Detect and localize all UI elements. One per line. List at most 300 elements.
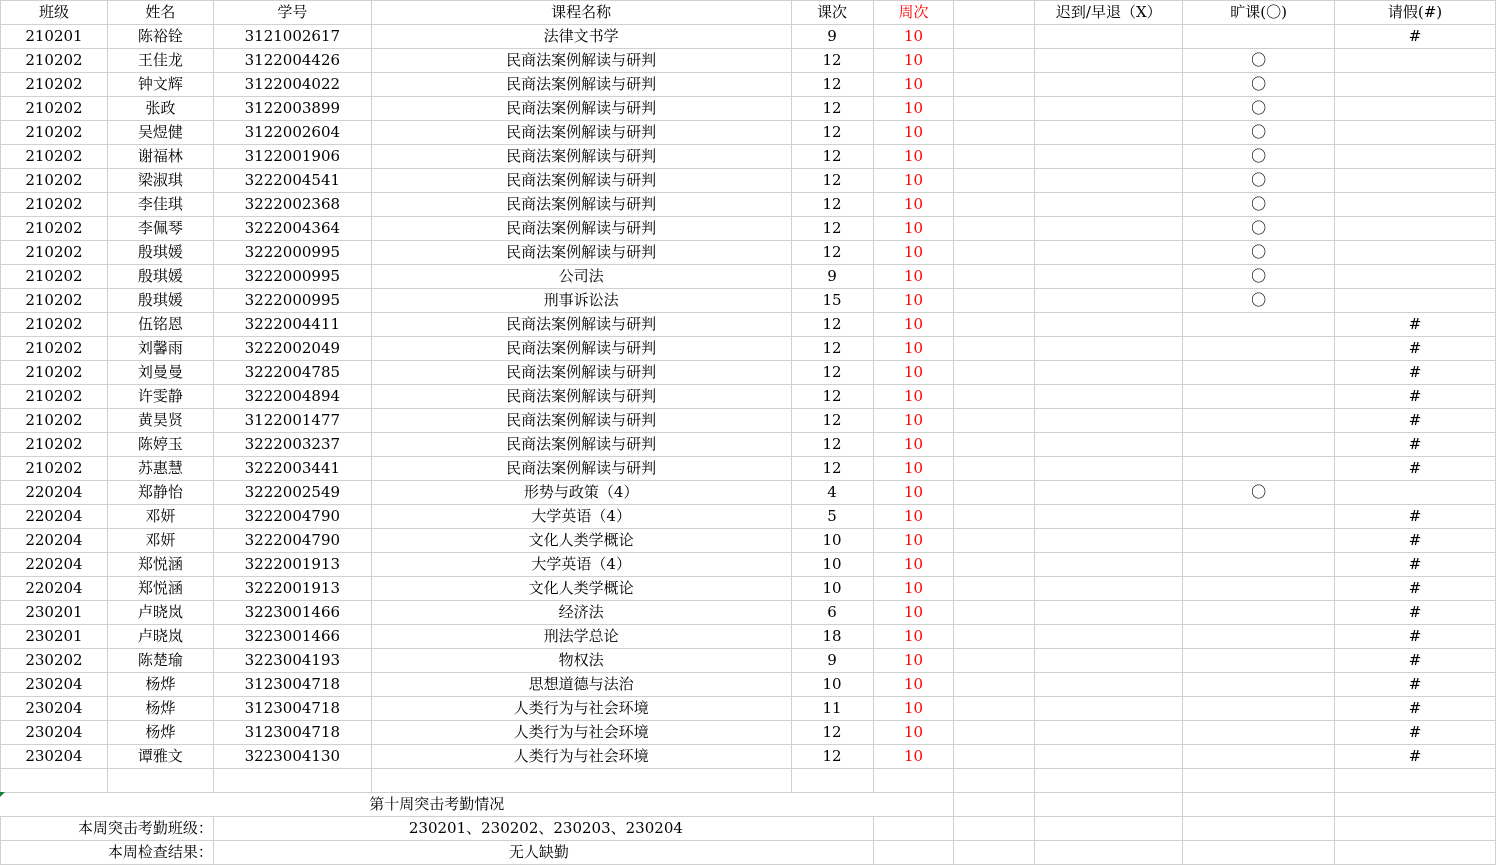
cell-late[interactable]	[1035, 313, 1183, 337]
cell-class[interactable]: 230201	[1, 601, 108, 625]
cell-leave[interactable]: #	[1335, 409, 1496, 433]
cell-session[interactable]: 6	[791, 601, 873, 625]
cell-name[interactable]: 谢福林	[107, 145, 213, 169]
cell-blank[interactable]	[954, 337, 1035, 361]
cell-absent[interactable]: 〇	[1183, 121, 1335, 145]
cell-late[interactable]	[1035, 193, 1183, 217]
cell[interactable]	[1183, 793, 1335, 817]
cell-session[interactable]: 18	[791, 625, 873, 649]
cell-name[interactable]: 杨烨	[107, 721, 213, 745]
cell-student-id[interactable]: 3222004790	[213, 505, 371, 529]
cell-week[interactable]: 10	[873, 529, 954, 553]
cell-leave[interactable]	[1335, 97, 1496, 121]
cell-late[interactable]	[1035, 97, 1183, 121]
cell-class[interactable]: 210202	[1, 385, 108, 409]
cell-week[interactable]: 10	[873, 193, 954, 217]
cell-student-id[interactable]: 3222004411	[213, 313, 371, 337]
cell-leave[interactable]: #	[1335, 697, 1496, 721]
cell-leave[interactable]	[1335, 73, 1496, 97]
cell-session[interactable]: 9	[791, 265, 873, 289]
cell-week[interactable]: 10	[873, 73, 954, 97]
cell-late[interactable]	[1035, 289, 1183, 313]
cell-leave[interactable]: #	[1335, 529, 1496, 553]
cell-student-id[interactable]: 3223001466	[213, 625, 371, 649]
cell-leave[interactable]	[1335, 49, 1496, 73]
cell-leave[interactable]: #	[1335, 25, 1496, 49]
summary-title[interactable]: 第十周突击考勤情况	[1, 793, 874, 817]
cell-late[interactable]	[1035, 673, 1183, 697]
cell-course[interactable]: 民商法案例解读与研判	[371, 433, 791, 457]
cell-blank[interactable]	[954, 265, 1035, 289]
cell-student-id[interactable]: 3222000995	[213, 265, 371, 289]
header-leave[interactable]: 请假(#)	[1335, 1, 1496, 25]
cell-late[interactable]	[1035, 601, 1183, 625]
cell-absent[interactable]: 〇	[1183, 73, 1335, 97]
cell-leave[interactable]: #	[1335, 649, 1496, 673]
cell-absent[interactable]	[1183, 721, 1335, 745]
cell-student-id[interactable]: 3222000995	[213, 289, 371, 313]
header-session[interactable]: 课次	[791, 1, 873, 25]
cell-course[interactable]: 人类行为与社会环境	[371, 697, 791, 721]
cell-session[interactable]: 12	[791, 241, 873, 265]
cell-absent[interactable]	[1183, 625, 1335, 649]
cell-week[interactable]: 10	[873, 385, 954, 409]
cell-absent[interactable]: 〇	[1183, 241, 1335, 265]
cell-leave[interactable]: #	[1335, 337, 1496, 361]
cell-blank[interactable]	[954, 673, 1035, 697]
cell-late[interactable]	[1035, 361, 1183, 385]
cell-class[interactable]: 230204	[1, 673, 108, 697]
cell-course[interactable]: 经济法	[371, 601, 791, 625]
cell-week[interactable]: 10	[873, 577, 954, 601]
cell-blank[interactable]	[954, 649, 1035, 673]
cell-session[interactable]: 12	[791, 193, 873, 217]
cell-blank[interactable]	[954, 289, 1035, 313]
cell[interactable]	[1035, 769, 1183, 793]
cell-student-id[interactable]: 3122001477	[213, 409, 371, 433]
cell-week[interactable]: 10	[873, 409, 954, 433]
cell-class[interactable]: 220204	[1, 505, 108, 529]
cell[interactable]	[1335, 769, 1496, 793]
cell-name[interactable]: 刘馨雨	[107, 337, 213, 361]
cell-blank[interactable]	[954, 97, 1035, 121]
cell-course[interactable]: 刑事诉讼法	[371, 289, 791, 313]
cell-session[interactable]: 12	[791, 337, 873, 361]
cell-student-id[interactable]: 3222002049	[213, 337, 371, 361]
cell-class[interactable]: 210202	[1, 289, 108, 313]
cell-late[interactable]	[1035, 721, 1183, 745]
cell-absent[interactable]: 〇	[1183, 289, 1335, 313]
cell-blank[interactable]	[954, 505, 1035, 529]
cell-absent[interactable]	[1183, 433, 1335, 457]
cell-absent[interactable]	[1183, 601, 1335, 625]
cell-class[interactable]: 210202	[1, 313, 108, 337]
cell-blank[interactable]	[954, 481, 1035, 505]
cell-session[interactable]: 9	[791, 25, 873, 49]
cell-session[interactable]: 12	[791, 217, 873, 241]
cell-student-id[interactable]: 3222004364	[213, 217, 371, 241]
cell-leave[interactable]	[1335, 169, 1496, 193]
header-student-id[interactable]: 学号	[213, 1, 371, 25]
cell-class[interactable]: 210202	[1, 457, 108, 481]
cell-leave[interactable]	[1335, 217, 1496, 241]
cell-student-id[interactable]: 3223004130	[213, 745, 371, 769]
cell-blank[interactable]	[954, 73, 1035, 97]
cell-leave[interactable]	[1335, 289, 1496, 313]
cell-late[interactable]	[1035, 385, 1183, 409]
cell-session[interactable]: 12	[791, 121, 873, 145]
cell-course[interactable]: 法律文书学	[371, 25, 791, 49]
cell-name[interactable]: 伍铭恩	[107, 313, 213, 337]
cell-course[interactable]: 民商法案例解读与研判	[371, 337, 791, 361]
cell-student-id[interactable]: 3223004193	[213, 649, 371, 673]
cell-session[interactable]: 12	[791, 361, 873, 385]
cell-student-id[interactable]: 3122001906	[213, 145, 371, 169]
cell-late[interactable]	[1035, 25, 1183, 49]
cell-leave[interactable]: #	[1335, 361, 1496, 385]
cell-absent[interactable]	[1183, 745, 1335, 769]
cell-session[interactable]: 12	[791, 745, 873, 769]
cell-course[interactable]: 民商法案例解读与研判	[371, 313, 791, 337]
cell-session[interactable]: 9	[791, 649, 873, 673]
cell-course[interactable]: 民商法案例解读与研判	[371, 145, 791, 169]
cell-class[interactable]: 210202	[1, 97, 108, 121]
header-week[interactable]: 周次	[873, 1, 954, 25]
cell-student-id[interactable]: 3122003899	[213, 97, 371, 121]
cell-absent[interactable]	[1183, 505, 1335, 529]
cell-class[interactable]: 210202	[1, 145, 108, 169]
cell-course[interactable]: 民商法案例解读与研判	[371, 241, 791, 265]
cell-absent[interactable]: 〇	[1183, 481, 1335, 505]
cell-absent[interactable]: 〇	[1183, 217, 1335, 241]
cell-student-id[interactable]: 3222003237	[213, 433, 371, 457]
cell-absent[interactable]: 〇	[1183, 97, 1335, 121]
cell-session[interactable]: 15	[791, 289, 873, 313]
cell-leave[interactable]	[1335, 241, 1496, 265]
cell-week[interactable]: 10	[873, 361, 954, 385]
cell-absent[interactable]	[1183, 529, 1335, 553]
cell-late[interactable]	[1035, 505, 1183, 529]
cell-late[interactable]	[1035, 481, 1183, 505]
cell-class[interactable]: 220204	[1, 553, 108, 577]
cell-name[interactable]: 邓妍	[107, 505, 213, 529]
cell-course[interactable]: 民商法案例解读与研判	[371, 97, 791, 121]
cell-name[interactable]: 梁淑琪	[107, 169, 213, 193]
cell-name[interactable]: 钟文辉	[107, 73, 213, 97]
header-course[interactable]: 课程名称	[371, 1, 791, 25]
cell-student-id[interactable]: 3222001913	[213, 553, 371, 577]
cell-name[interactable]: 陈裕铨	[107, 25, 213, 49]
cell-week[interactable]: 10	[873, 745, 954, 769]
cell-student-id[interactable]: 3121002617	[213, 25, 371, 49]
cell-class[interactable]: 230204	[1, 721, 108, 745]
cell-session[interactable]: 12	[791, 721, 873, 745]
cell-class[interactable]: 210201	[1, 25, 108, 49]
cell-student-id[interactable]: 3222004894	[213, 385, 371, 409]
cell-student-id[interactable]: 3222000995	[213, 241, 371, 265]
cell-week[interactable]: 10	[873, 217, 954, 241]
cell-session[interactable]: 12	[791, 73, 873, 97]
cell-leave[interactable]: #	[1335, 505, 1496, 529]
cell-course[interactable]: 民商法案例解读与研判	[371, 361, 791, 385]
cell-absent[interactable]: 〇	[1183, 193, 1335, 217]
cell-week[interactable]: 10	[873, 169, 954, 193]
cell-name[interactable]: 殷琪媛	[107, 265, 213, 289]
cell-session[interactable]: 10	[791, 673, 873, 697]
cell[interactable]	[791, 769, 873, 793]
cell-class[interactable]: 230204	[1, 697, 108, 721]
cell-session[interactable]: 12	[791, 169, 873, 193]
cell-late[interactable]	[1035, 169, 1183, 193]
cell-absent[interactable]	[1183, 553, 1335, 577]
cell-class[interactable]: 230204	[1, 745, 108, 769]
cell-name[interactable]: 王佳龙	[107, 49, 213, 73]
cell-week[interactable]: 10	[873, 121, 954, 145]
cell-late[interactable]	[1035, 409, 1183, 433]
cell-absent[interactable]	[1183, 313, 1335, 337]
cell-session[interactable]: 11	[791, 697, 873, 721]
cell[interactable]	[1183, 817, 1335, 841]
cell-course[interactable]: 物权法	[371, 649, 791, 673]
cell-late[interactable]	[1035, 745, 1183, 769]
cell-session[interactable]: 12	[791, 49, 873, 73]
cell-student-id[interactable]: 3223001466	[213, 601, 371, 625]
cell-week[interactable]: 10	[873, 601, 954, 625]
cell-class[interactable]: 210202	[1, 337, 108, 361]
cell-name[interactable]: 苏惠慧	[107, 457, 213, 481]
summary-classes-label[interactable]: 本周突击考勤班级：	[1, 817, 214, 841]
cell-late[interactable]	[1035, 49, 1183, 73]
cell[interactable]	[1183, 769, 1335, 793]
cell[interactable]	[1035, 817, 1183, 841]
cell-course[interactable]: 刑法学总论	[371, 625, 791, 649]
header-class[interactable]: 班级	[1, 1, 108, 25]
cell-late[interactable]	[1035, 337, 1183, 361]
cell-absent[interactable]	[1183, 649, 1335, 673]
cell-late[interactable]	[1035, 121, 1183, 145]
cell-blank[interactable]	[954, 241, 1035, 265]
cell-session[interactable]: 12	[791, 457, 873, 481]
cell-week[interactable]: 10	[873, 697, 954, 721]
cell-blank[interactable]	[954, 577, 1035, 601]
cell-late[interactable]	[1035, 697, 1183, 721]
cell-blank[interactable]	[954, 385, 1035, 409]
cell-week[interactable]: 10	[873, 721, 954, 745]
cell-absent[interactable]	[1183, 385, 1335, 409]
cell-student-id[interactable]: 3122004022	[213, 73, 371, 97]
cell[interactable]	[1335, 817, 1496, 841]
cell-class[interactable]: 210202	[1, 409, 108, 433]
cell-class[interactable]: 220204	[1, 481, 108, 505]
summary-classes-value[interactable]: 230201、230202、230203、230204	[213, 817, 873, 841]
cell-student-id[interactable]: 3222003441	[213, 457, 371, 481]
cell[interactable]	[954, 817, 1035, 841]
cell-name[interactable]: 殷琪媛	[107, 241, 213, 265]
cell[interactable]	[1, 769, 108, 793]
cell-blank[interactable]	[954, 169, 1035, 193]
cell-late[interactable]	[1035, 217, 1183, 241]
cell-blank[interactable]	[954, 409, 1035, 433]
cell-blank[interactable]	[954, 553, 1035, 577]
cell-student-id[interactable]: 3123004718	[213, 721, 371, 745]
cell-absent[interactable]: 〇	[1183, 145, 1335, 169]
cell-student-id[interactable]: 3222001913	[213, 577, 371, 601]
cell-class[interactable]: 210202	[1, 121, 108, 145]
cell-week[interactable]: 10	[873, 649, 954, 673]
cell-late[interactable]	[1035, 145, 1183, 169]
cell-absent[interactable]	[1183, 337, 1335, 361]
cell-leave[interactable]: #	[1335, 457, 1496, 481]
cell-name[interactable]: 殷琪媛	[107, 289, 213, 313]
cell-absent[interactable]	[1183, 673, 1335, 697]
cell-course[interactable]: 大学英语（4）	[371, 505, 791, 529]
cell-absent[interactable]	[1183, 409, 1335, 433]
cell[interactable]	[954, 841, 1035, 865]
cell-student-id[interactable]: 3123004718	[213, 697, 371, 721]
cell-student-id[interactable]: 3222002549	[213, 481, 371, 505]
cell-leave[interactable]: #	[1335, 721, 1496, 745]
cell-leave[interactable]: #	[1335, 313, 1496, 337]
cell-class[interactable]: 220204	[1, 529, 108, 553]
cell-class[interactable]: 230202	[1, 649, 108, 673]
cell-week[interactable]: 10	[873, 241, 954, 265]
cell-blank[interactable]	[954, 145, 1035, 169]
cell-name[interactable]: 李佩琴	[107, 217, 213, 241]
cell-class[interactable]: 210202	[1, 169, 108, 193]
cell-absent[interactable]	[1183, 25, 1335, 49]
cell-class[interactable]: 210202	[1, 193, 108, 217]
cell-class[interactable]: 210202	[1, 265, 108, 289]
cell-late[interactable]	[1035, 241, 1183, 265]
cell-absent[interactable]	[1183, 577, 1335, 601]
cell-late[interactable]	[1035, 433, 1183, 457]
cell-name[interactable]: 杨烨	[107, 673, 213, 697]
cell-leave[interactable]: #	[1335, 673, 1496, 697]
cell-session[interactable]: 12	[791, 409, 873, 433]
cell-week[interactable]: 10	[873, 433, 954, 457]
cell-blank[interactable]	[954, 721, 1035, 745]
cell[interactable]	[1035, 841, 1183, 865]
cell-leave[interactable]: #	[1335, 625, 1496, 649]
cell-course[interactable]: 民商法案例解读与研判	[371, 217, 791, 241]
cell[interactable]	[371, 769, 791, 793]
header-absent[interactable]: 旷课(〇)	[1183, 1, 1335, 25]
cell-leave[interactable]: #	[1335, 553, 1496, 577]
cell-name[interactable]: 李佳琪	[107, 193, 213, 217]
cell[interactable]	[1035, 793, 1183, 817]
cell[interactable]	[954, 793, 1035, 817]
cell-course[interactable]: 思想道德与法治	[371, 673, 791, 697]
cell-student-id[interactable]: 3122004426	[213, 49, 371, 73]
cell[interactable]	[213, 769, 371, 793]
cell-blank[interactable]	[954, 433, 1035, 457]
cell-session[interactable]: 10	[791, 529, 873, 553]
cell-week[interactable]: 10	[873, 457, 954, 481]
cell-course[interactable]: 形势与政策（4）	[371, 481, 791, 505]
cell[interactable]	[873, 817, 954, 841]
cell-absent[interactable]	[1183, 361, 1335, 385]
cell-name[interactable]: 杨烨	[107, 697, 213, 721]
cell-leave[interactable]	[1335, 121, 1496, 145]
cell-course[interactable]: 文化人类学概论	[371, 577, 791, 601]
cell-leave[interactable]: #	[1335, 577, 1496, 601]
cell-blank[interactable]	[954, 193, 1035, 217]
cell-blank[interactable]	[954, 25, 1035, 49]
cell-student-id[interactable]: 3222004785	[213, 361, 371, 385]
cell-late[interactable]	[1035, 577, 1183, 601]
cell-blank[interactable]	[954, 625, 1035, 649]
cell-blank[interactable]	[954, 121, 1035, 145]
cell-name[interactable]: 许雯静	[107, 385, 213, 409]
cell-session[interactable]: 12	[791, 433, 873, 457]
cell-name[interactable]: 黄昊贤	[107, 409, 213, 433]
cell-leave[interactable]	[1335, 145, 1496, 169]
cell-class[interactable]: 210202	[1, 241, 108, 265]
summary-result-label[interactable]: 本周检查结果：	[1, 841, 214, 865]
cell-student-id[interactable]: 3122002604	[213, 121, 371, 145]
cell-blank[interactable]	[954, 745, 1035, 769]
cell-course[interactable]: 民商法案例解读与研判	[371, 73, 791, 97]
cell-name[interactable]: 邓妍	[107, 529, 213, 553]
cell-course[interactable]: 人类行为与社会环境	[371, 745, 791, 769]
cell-leave[interactable]	[1335, 265, 1496, 289]
cell[interactable]	[1335, 793, 1496, 817]
cell-name[interactable]: 卢晓岚	[107, 625, 213, 649]
cell-late[interactable]	[1035, 529, 1183, 553]
cell-leave[interactable]	[1335, 193, 1496, 217]
cell-class[interactable]: 210202	[1, 73, 108, 97]
cell-week[interactable]: 10	[873, 289, 954, 313]
cell-absent[interactable]	[1183, 697, 1335, 721]
cell-absent[interactable]: 〇	[1183, 265, 1335, 289]
cell-blank[interactable]	[954, 313, 1035, 337]
cell-class[interactable]: 210202	[1, 433, 108, 457]
cell-week[interactable]: 10	[873, 313, 954, 337]
cell-blank[interactable]	[954, 49, 1035, 73]
cell-name[interactable]: 卢晓岚	[107, 601, 213, 625]
cell-week[interactable]: 10	[873, 625, 954, 649]
cell-course[interactable]: 民商法案例解读与研判	[371, 385, 791, 409]
header-name[interactable]: 姓名	[107, 1, 213, 25]
cell-leave[interactable]: #	[1335, 385, 1496, 409]
cell-leave[interactable]: #	[1335, 433, 1496, 457]
cell-week[interactable]: 10	[873, 481, 954, 505]
cell-late[interactable]	[1035, 457, 1183, 481]
cell-course[interactable]: 民商法案例解读与研判	[371, 409, 791, 433]
cell-leave[interactable]	[1335, 481, 1496, 505]
cell-course[interactable]: 公司法	[371, 265, 791, 289]
cell-late[interactable]	[1035, 265, 1183, 289]
cell-week[interactable]: 10	[873, 265, 954, 289]
cell-name[interactable]: 郑静怡	[107, 481, 213, 505]
header-late[interactable]: 迟到/早退（X）	[1035, 1, 1183, 25]
cell-course[interactable]: 民商法案例解读与研判	[371, 49, 791, 73]
cell-absent[interactable]	[1183, 457, 1335, 481]
cell[interactable]	[873, 793, 954, 817]
cell-blank[interactable]	[954, 529, 1035, 553]
cell-course[interactable]: 民商法案例解读与研判	[371, 193, 791, 217]
cell-absent[interactable]: 〇	[1183, 49, 1335, 73]
cell-class[interactable]: 220204	[1, 577, 108, 601]
cell-student-id[interactable]: 3222002368	[213, 193, 371, 217]
cell-leave[interactable]: #	[1335, 601, 1496, 625]
cell-name[interactable]: 谭雅文	[107, 745, 213, 769]
cell[interactable]	[1335, 841, 1496, 865]
cell-course[interactable]: 文化人类学概论	[371, 529, 791, 553]
cell-session[interactable]: 4	[791, 481, 873, 505]
cell-late[interactable]	[1035, 649, 1183, 673]
cell-session[interactable]: 5	[791, 505, 873, 529]
